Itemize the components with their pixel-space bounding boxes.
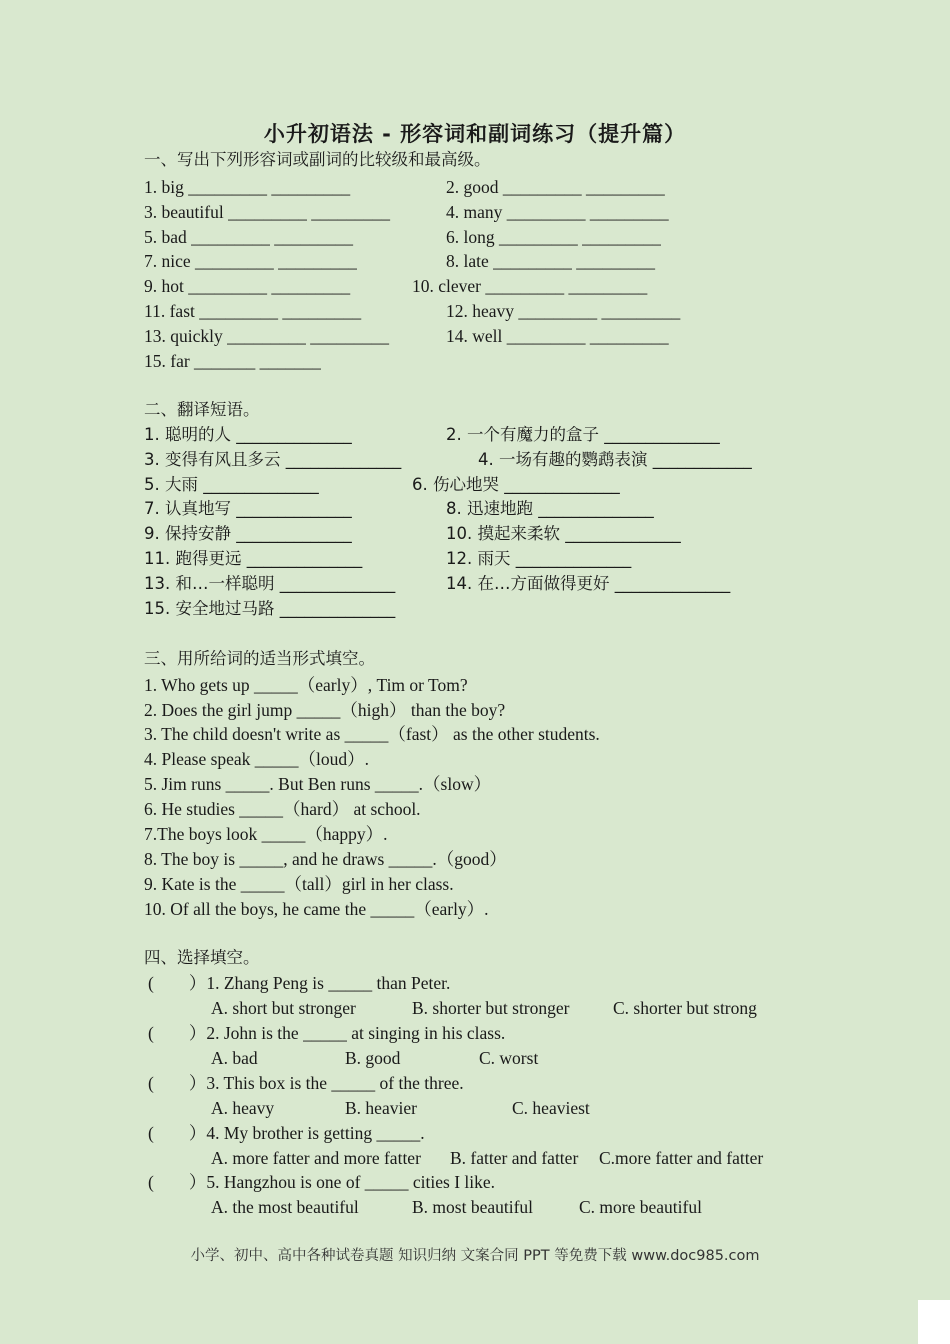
mc-question: ( ）4. My brother is getting _____. <box>148 1123 425 1143</box>
mc-option-a: A. short but stronger <box>211 998 356 1018</box>
s1-item: 14. well _________ _________ <box>446 326 669 346</box>
mc-option-c: C.more fatter and fatter <box>599 1148 764 1168</box>
mc-option-b: B. heavier <box>345 1098 417 1118</box>
s3-item: 8. The boy is _____, and he draws _____.（good） <box>144 849 507 869</box>
s3-item: 3. The child doesn't write as _____（fast） as the other students. <box>144 724 600 744</box>
mc-option-b: B. fatter and fatter <box>450 1148 579 1168</box>
s3-item: 10. Of all the boys, he came the _____（early）. <box>144 899 489 919</box>
s1-item: 10. clever _________ _________ <box>412 276 648 296</box>
s3-item: 1. Who gets up _____（early）, Tim or Tom? <box>144 675 468 695</box>
s1-item: 2. good _________ _________ <box>446 177 665 197</box>
s1-item: 13. quickly _________ _________ <box>144 326 389 346</box>
page-title: 小升初语法 - 形容词和副词练习（提升篇） <box>263 122 687 146</box>
mc-option-c: C. more beautiful <box>579 1197 702 1217</box>
s2-item: 13. 和…一样聪明 ______________ <box>144 574 396 593</box>
s1-item: 9. hot _________ _________ <box>144 276 351 296</box>
s1-item: 11. fast _________ _________ <box>144 301 362 321</box>
mc-question: ( ）1. Zhang Peng is _____ than Peter. <box>148 973 451 993</box>
mc-option-b: B. good <box>345 1048 401 1068</box>
s2-item: 15. 安全地过马路 ______________ <box>144 599 396 618</box>
s1-item: 15. far _______ _______ <box>144 351 321 371</box>
s2-item: 10. 摸起来柔软 ______________ <box>446 524 681 543</box>
mc-option-a: A. heavy <box>211 1098 275 1118</box>
mc-option-a: A. the most beautiful <box>211 1197 359 1217</box>
s2-item: 9. 保持安静 ______________ <box>144 524 352 543</box>
s1-item: 4. many _________ _________ <box>446 202 669 222</box>
page-corner <box>918 1300 950 1344</box>
s2-item: 12. 雨天 ______________ <box>446 549 632 568</box>
s3-item: 2. Does the girl jump _____（high） than the boy? <box>144 700 506 720</box>
mc-question: ( ）2. John is the _____ at singing in his class. <box>148 1023 506 1043</box>
s2-item: 4. 一场有趣的鹦鹉表演 ____________ <box>478 450 752 469</box>
s3-item: 5. Jim runs _____. But Ben runs _____.（slow） <box>144 774 492 794</box>
section-4-heading: 四、选择填空。 <box>144 948 260 967</box>
mc-option-b: B. shorter but stronger <box>412 998 570 1018</box>
s1-item: 12. heavy _________ _________ <box>446 301 681 321</box>
mc-option-c: C. worst <box>479 1048 539 1068</box>
s2-item: 3. 变得有风且多云 ______________ <box>144 450 402 469</box>
s1-item: 1. big _________ _________ <box>144 177 351 197</box>
s2-item: 14. 在…方面做得更好 ______________ <box>446 574 731 593</box>
s2-item: 5. 大雨 ______________ <box>144 475 319 494</box>
mc-option-c: C. shorter but strong <box>613 998 757 1018</box>
section-3-heading: 三、用所给词的适当形式填空。 <box>144 649 375 668</box>
mc-option-c: C. heaviest <box>512 1098 590 1118</box>
s3-item: 4. Please speak _____（loud）. <box>144 749 370 769</box>
s1-item: 3. beautiful _________ _________ <box>144 202 390 222</box>
s2-item: 8. 迅速地跑 ______________ <box>446 499 654 518</box>
mc-option-a: A. bad <box>211 1048 258 1068</box>
section-1-heading: 一、写出下列形容词或副词的比较级和最高级。 <box>144 150 491 169</box>
s2-item: 6. 伤心地哭 ______________ <box>412 475 620 494</box>
s2-item: 7. 认真地写 ______________ <box>144 499 352 518</box>
s1-item: 6. long _________ _________ <box>446 227 661 247</box>
s3-item: 6. He studies _____（hard） at school. <box>144 799 421 819</box>
mc-option-a: A. more fatter and more fatter <box>211 1148 421 1168</box>
s2-item: 1. 聪明的人 ______________ <box>144 425 352 444</box>
s2-item: 11. 跑得更远 ______________ <box>144 549 363 568</box>
s2-item: 2. 一个有魔力的盒子 ______________ <box>446 425 720 444</box>
section-2-heading: 二、翻译短语。 <box>144 400 260 419</box>
mc-question: ( ）3. This box is the _____ of the three. <box>148 1073 464 1093</box>
s3-item: 9. Kate is the _____（tall）girl in her class. <box>144 874 454 894</box>
s1-item: 7. nice _________ _________ <box>144 251 357 271</box>
s1-item: 8. late _________ _________ <box>446 251 656 271</box>
footer-note: 小学、初中、高中各种试卷真题 知识归纳 文案合同 PPT 等免费下载 www.doc985.com <box>190 1248 760 1264</box>
mc-option-b: B. most beautiful <box>412 1197 534 1217</box>
s3-item: 7.The boys look _____（happy）. <box>144 824 388 844</box>
mc-question: ( ）5. Hangzhou is one of _____ cities I like. <box>148 1172 496 1192</box>
s1-item: 5. bad _________ _________ <box>144 227 354 247</box>
